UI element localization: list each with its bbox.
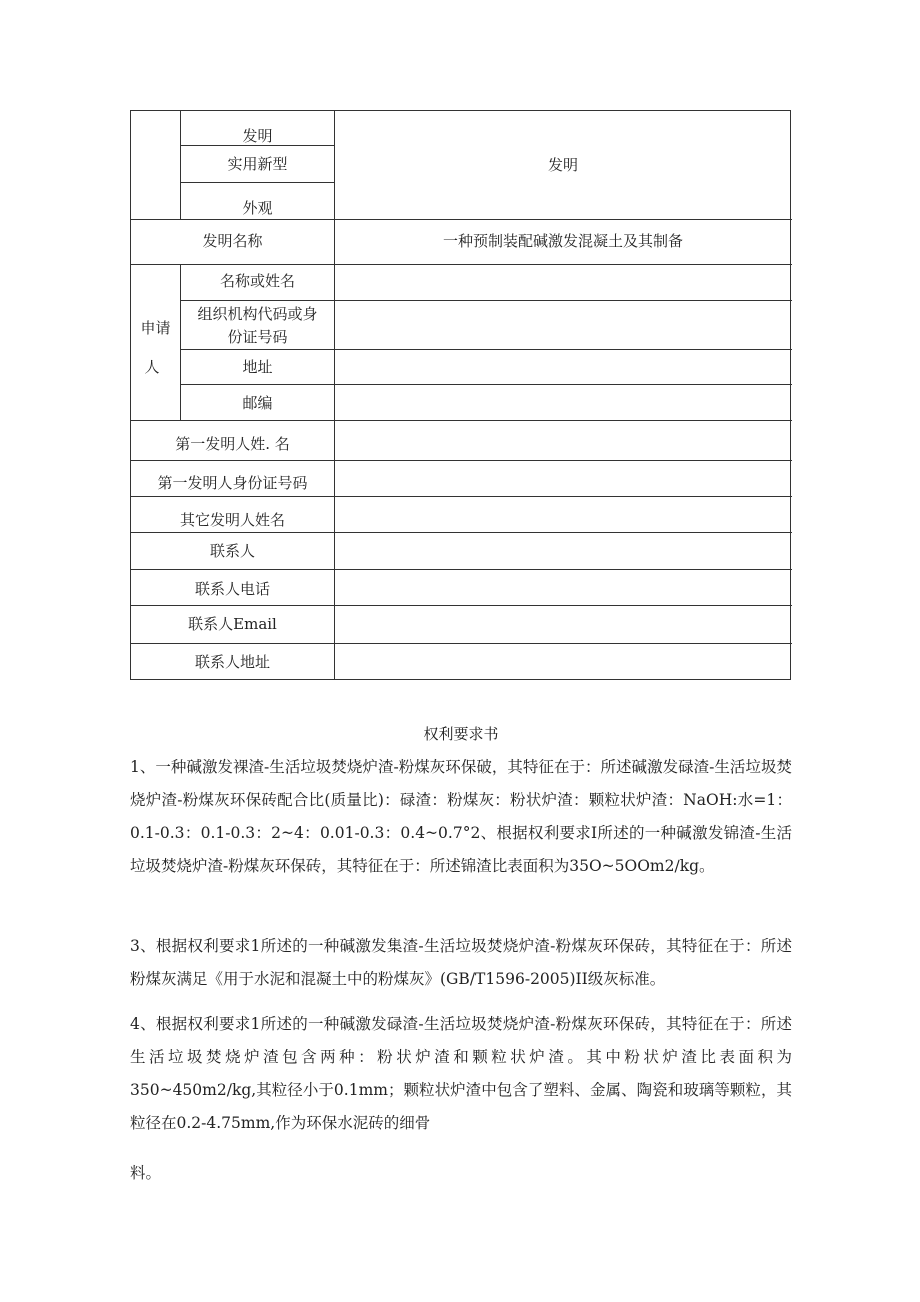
- type-option-invention: 发明: [242, 127, 273, 145]
- first-inventor-id-label: 第一发明人身份证号码: [157, 474, 308, 492]
- other-inventors-label: 其它发明人姓名: [179, 511, 285, 529]
- row-divider: [180, 300, 792, 301]
- contact-email-label: 联系人Email: [188, 615, 277, 633]
- type-selected-value[interactable]: 发明: [547, 156, 578, 174]
- row-divider: [131, 532, 792, 533]
- claims-title: 权利要求书: [423, 725, 499, 743]
- contact-label: 联系人: [209, 542, 255, 560]
- applicant-group-label: 申请: [140, 319, 171, 337]
- row-divider: [180, 182, 334, 183]
- type-option-utility-model: 实用新型: [227, 155, 288, 173]
- row-divider: [131, 219, 792, 220]
- row-divider: [180, 349, 792, 350]
- claim-paragraph-3: 3、根据权利要求1所述的一种碱激发集渣-生活垃圾焚烧炉渣-粉煤灰环保砖，其特征在于：所述粉煤灰满足《用于水泥和混凝土中的粉煤灰》(GB/T1596-2005)II级灰标准。: [130, 937, 792, 988]
- applicant-id-label: 组织机构代码或身: [197, 305, 318, 323]
- row-divider: [180, 384, 792, 385]
- row-divider: [131, 569, 792, 570]
- application-form-table: [130, 110, 791, 680]
- row-divider: [131, 420, 792, 421]
- applicant-group-label-2: 人: [144, 358, 160, 376]
- type-option-design: 外观: [242, 199, 273, 217]
- claim-paragraph-4-end: 料。: [130, 1164, 162, 1182]
- row-divider: [131, 643, 792, 644]
- applicant-name-label: 名称或姓名: [219, 272, 295, 290]
- contact-address-label: 联系人地址: [194, 653, 270, 671]
- applicant-postcode-label: 邮编: [242, 394, 273, 412]
- claim-paragraph-1-2: 1、一种碱激发裸渣-生活垃圾焚烧炉渣-粉煤灰环保破，其特征在于：所述碱激发碌渣-生活垃圾焚烧炉渣-粉煤灰环保砖配合比(质量比)：碌渣：粉煤灰：粉状炉渣：颗粒状炉渣：NaOH:水=1：0.1-0.3：0.1-0.3：2~4：0.01-0.3：0.4~0.7°2、根据权利要求I所述的一种碱激发锦渣-生活垃圾焚烧炉渣-粉煤灰环保砖，其特征在于：所述锦渣比表面积为35O~5OOm2∕kg。: [130, 758, 792, 875]
- row-divider: [131, 460, 792, 461]
- invention-name-label: 发明名称: [202, 232, 263, 250]
- row-divider: [131, 496, 792, 497]
- first-inventor-name-label: 第一发明人姓. 名: [175, 435, 290, 453]
- row-divider: [131, 264, 792, 265]
- col-divider-main: [334, 111, 335, 680]
- claim-paragraph-4: 4、根据权利要求1所述的一种碱激发碌渣-生活垃圾焚烧炉渣-粉煤灰环保砖，其特征在于：所述生活垃圾焚烧炉渣包含两种：粉状炉渣和颗粒状炉渣。其中粉状炉渣比表面积为350~450m2/kg,其粒径小于0.1mm；颗粒状炉渣中包含了塑料、金属、陶瓷和玻璃等颗粒，其粒径在0.2-4.75mm,作为环保水泥砖的细骨: [130, 1015, 792, 1132]
- invention-name-value[interactable]: 一种预制装配碱激发混凝土及其制备: [442, 232, 683, 250]
- applicant-address-label: 地址: [242, 358, 273, 376]
- contact-phone-label: 联系人电话: [194, 580, 270, 598]
- applicant-id-label-2: 份证号码: [227, 328, 288, 346]
- row-divider: [131, 605, 792, 606]
